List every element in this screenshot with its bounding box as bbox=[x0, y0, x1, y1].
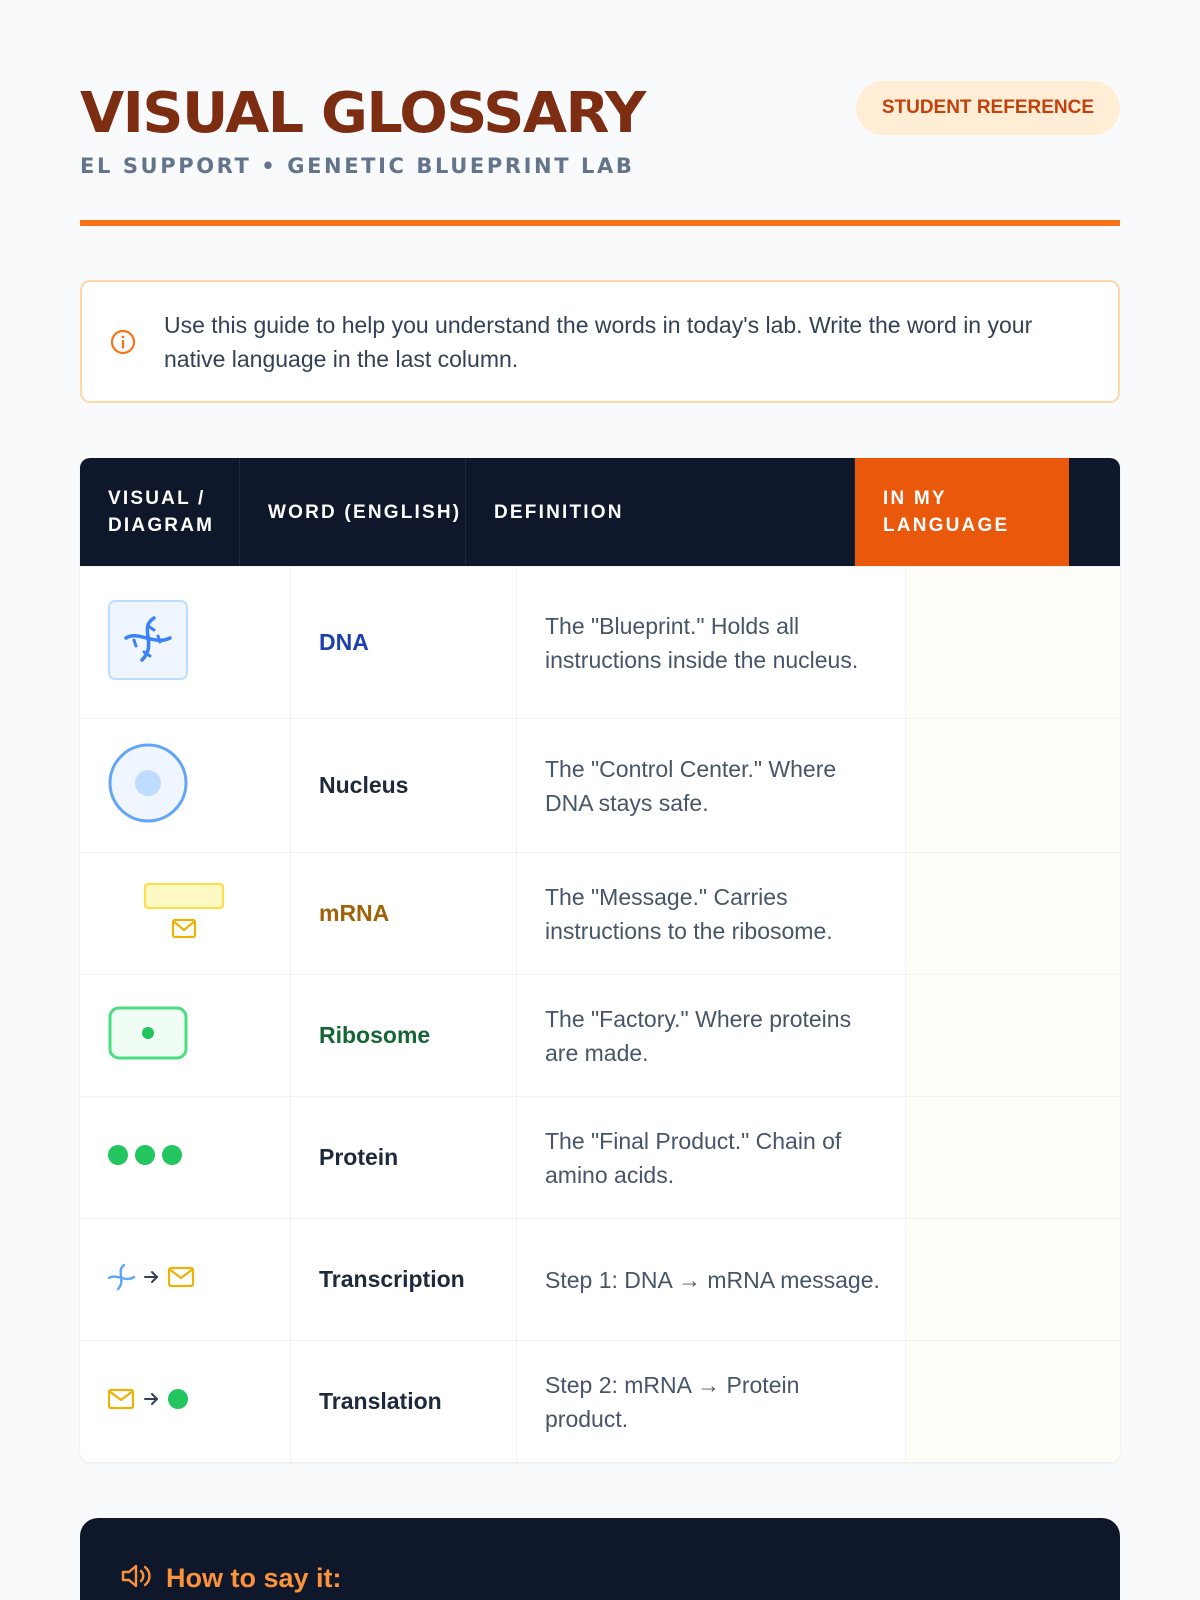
word-cell bbox=[291, 975, 517, 1096]
translation-icon bbox=[108, 1387, 192, 1416]
language-cell[interactable] bbox=[906, 1219, 1120, 1340]
language-cell[interactable] bbox=[906, 975, 1120, 1096]
page-title: VISUAL GLOSSARY bbox=[80, 81, 645, 146]
definition-ribosome: The "Factory." Where proteins are made. bbox=[545, 1005, 852, 1066]
dna-icon bbox=[108, 600, 188, 685]
nucleus-icon bbox=[108, 743, 188, 828]
word-cell bbox=[291, 1097, 517, 1218]
ribosome-icon bbox=[108, 1006, 188, 1065]
page-subtitle: EL SUPPORT • GENETIC BLUEPRINT LAB bbox=[80, 154, 635, 178]
word-cell bbox=[291, 853, 517, 974]
word-cell bbox=[291, 567, 517, 718]
student-reference-badge: STUDENT REFERENCE bbox=[856, 81, 1120, 135]
transcription-icon bbox=[108, 1263, 198, 1296]
mrna-icon bbox=[108, 876, 228, 951]
language-cell[interactable] bbox=[906, 1097, 1120, 1218]
definition-cell bbox=[517, 1219, 906, 1340]
visual-cell bbox=[80, 719, 291, 852]
definition-dna: The "Blueprint." Holds all instructions inside the nucleus. bbox=[545, 612, 859, 673]
table-row bbox=[80, 566, 1120, 718]
header-word: WORD (ENGLISH) bbox=[240, 458, 466, 566]
speaker-icon[interactable] bbox=[120, 1562, 152, 1595]
visual-cell bbox=[80, 853, 291, 974]
table-row bbox=[80, 974, 1120, 1096]
visual-cell bbox=[80, 975, 291, 1096]
page-header bbox=[80, 81, 1120, 226]
word-protein: Protein bbox=[319, 1144, 399, 1170]
language-cell[interactable] bbox=[906, 567, 1120, 718]
word-translation: Translation bbox=[319, 1388, 442, 1414]
definition-cell bbox=[517, 975, 906, 1096]
definition-cell bbox=[517, 1341, 906, 1462]
visual-cell bbox=[80, 1219, 291, 1340]
table-row bbox=[80, 1096, 1120, 1218]
definition-cell bbox=[517, 853, 906, 974]
protein-icon bbox=[108, 1143, 184, 1172]
glossary-table bbox=[80, 458, 1120, 1462]
definition-protein: The "Final Product." Chain of amino acids. bbox=[545, 1127, 842, 1188]
pronunciation-title: How to say it: bbox=[166, 1563, 342, 1593]
table-header bbox=[80, 458, 1120, 566]
info-text: Use this guide to help you understand the words in today's lab. Write the word in your native language in the last column. bbox=[164, 311, 1033, 372]
info-icon bbox=[110, 329, 136, 355]
table-row bbox=[80, 852, 1120, 974]
header-language: IN MY LANGUAGE bbox=[855, 458, 1069, 566]
word-nucleus: Nucleus bbox=[319, 772, 409, 798]
visual-cell bbox=[80, 1097, 291, 1218]
language-cell[interactable] bbox=[906, 719, 1120, 852]
word-cell bbox=[291, 1219, 517, 1340]
word-transcription: Transcription bbox=[319, 1266, 465, 1292]
header-divider bbox=[80, 220, 1120, 226]
pronunciation-header bbox=[120, 1562, 342, 1595]
header-definition: DEFINITION bbox=[466, 458, 855, 566]
table-row bbox=[80, 1340, 1120, 1462]
header-visual: VISUAL / DIAGRAM bbox=[80, 458, 240, 566]
word-cell bbox=[291, 719, 517, 852]
definition-translation: Step 2: mRNA → Protein product. bbox=[545, 1371, 800, 1432]
info-callout bbox=[80, 280, 1120, 403]
definition-cell bbox=[517, 1097, 906, 1218]
definition-nucleus: The "Control Center." Where DNA stays safe. bbox=[545, 755, 837, 816]
pronunciation-panel bbox=[80, 1518, 1120, 1600]
word-dna: DNA bbox=[319, 629, 369, 655]
language-cell[interactable] bbox=[906, 1341, 1120, 1462]
table-row bbox=[80, 718, 1120, 852]
language-cell[interactable] bbox=[906, 853, 1120, 974]
definition-cell bbox=[517, 719, 906, 852]
visual-cell bbox=[80, 567, 291, 718]
definition-transcription: Step 1: DNA → mRNA message. bbox=[545, 1266, 880, 1293]
definition-cell bbox=[517, 567, 906, 718]
table-row bbox=[80, 1218, 1120, 1340]
visual-cell bbox=[80, 1341, 291, 1462]
word-cell bbox=[291, 1341, 517, 1462]
definition-mrna: The "Message." Carries instructions to the ribosome. bbox=[545, 883, 833, 944]
word-mrna: mRNA bbox=[319, 900, 390, 926]
word-ribosome: Ribosome bbox=[319, 1022, 431, 1048]
